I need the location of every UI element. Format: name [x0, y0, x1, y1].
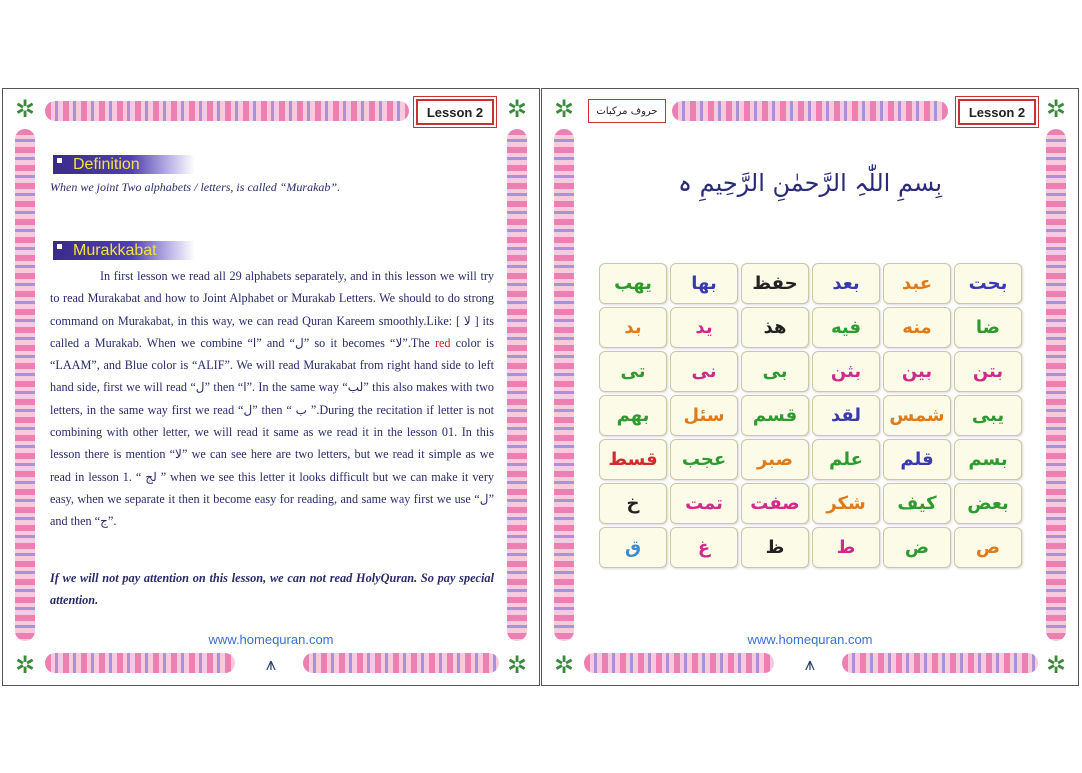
letter-card: صبر [741, 439, 809, 480]
letter-card: منه [883, 307, 951, 348]
body-part-2: color is “LAAM”, and Blue color is “ALIF”. We will read Murakabat from right hand side to left hand side, first we will read “ل” then “ا”. In the same way “لب” this also makes with two letters, in the same way first we read “ل” then “ ب ”.During the recitation if letter is not combining with other letter, we will read it same as we read it in the lesson 01. In this lesson there is mention “لا” we can see here are two letters, but we read it simple as we read in lesson 1. “ لج ” when we see this letter it looks difficult but we can make it very easy, when we separate it then it become easy for reading, and same way first we use “ل” and then “ج”. [50, 335, 495, 529]
lesson-badge [416, 99, 494, 125]
murakkabat-heading [53, 241, 195, 260]
bottom-border-ornament-left [584, 653, 774, 673]
letter-card: سئل [670, 395, 738, 436]
letter-card: بی [741, 351, 809, 392]
left-border-ornament [15, 129, 35, 641]
corner-ornament-icon: ✲ [553, 651, 575, 679]
corner-ornament-icon: ✲ [1045, 651, 1067, 679]
letter-card: تی [599, 351, 667, 392]
letter-card: ق [599, 527, 667, 568]
letter-card: بعد [812, 263, 880, 304]
corner-ornament-icon: ✲ [1045, 95, 1067, 123]
letter-card: عبد [883, 263, 951, 304]
corner-ornament-icon: ✲ [506, 95, 528, 123]
body-red-word: red [434, 335, 451, 350]
letter-card: تمت [670, 483, 738, 524]
letter-card: یهب [599, 263, 667, 304]
lesson-label: Lesson 2 [426, 104, 484, 120]
letter-card: فیه [812, 307, 880, 348]
letter-card: قسط [599, 439, 667, 480]
corner-ornament-icon: ✲ [14, 651, 36, 679]
warning-text: If we will not pay attention on this lesson, we can not read HolyQuran. So pay special attention. [50, 571, 494, 607]
letter-card: بسم [954, 439, 1022, 480]
letter-card: بهم [599, 395, 667, 436]
bottom-border-ornament-right [303, 653, 499, 673]
letter-card: ضا [954, 307, 1022, 348]
letter-card: بعض [954, 483, 1022, 524]
letter-card: ید [670, 307, 738, 348]
letter-card: کیف [883, 483, 951, 524]
letter-card: عجب [670, 439, 738, 480]
letter-card: علم [812, 439, 880, 480]
letter-card: ص [954, 527, 1022, 568]
quran-stand-icon: ⩚ [265, 654, 277, 675]
definition-heading [53, 155, 195, 174]
letter-card: بها [670, 263, 738, 304]
letter-card: ط [812, 527, 880, 568]
lesson-label: Lesson 2 [968, 104, 1026, 120]
corner-ornament-icon: ✲ [14, 95, 36, 123]
murakkabat-heading-text: Murakkabat [73, 242, 157, 259]
letter-card: غ [670, 527, 738, 568]
corner-ornament-icon: ✲ [553, 95, 575, 123]
letter-card: نی [670, 351, 738, 392]
website-link[interactable]: www.homequran.com [747, 632, 873, 647]
definition-heading-text: Definition [73, 156, 140, 173]
letter-card: لقد [812, 395, 880, 436]
top-border-ornament [672, 101, 948, 121]
lesson-body-text [50, 265, 494, 533]
letter-card: ض [883, 527, 951, 568]
corner-ornament-icon: ✲ [506, 651, 528, 679]
left-border-ornament [554, 129, 574, 641]
bottom-border-ornament-left [45, 653, 235, 673]
website-link[interactable]: www.homequran.com [208, 632, 334, 647]
letter-card: قسم [741, 395, 809, 436]
letter-card: حفظ [741, 263, 809, 304]
bullet-icon [57, 244, 62, 249]
left-page [2, 88, 540, 686]
lesson-badge [958, 99, 1036, 125]
letter-card: هذ [741, 307, 809, 348]
right-border-ornament [1046, 129, 1066, 641]
bullet-icon [57, 158, 62, 163]
definition-text: When we joint Two alphabets / letters, is called “Murakab”. [50, 180, 341, 194]
letter-card: بحت [954, 263, 1022, 304]
letter-card: قلم [883, 439, 951, 480]
letter-card: خ [599, 483, 667, 524]
letter-card: یبی [954, 395, 1022, 436]
quran-stand-icon: ⩚ [804, 654, 816, 675]
body-part-1: In first lesson we read all 29 alphabets separately, and in this lesson we will try to read Murakabat and how to Joint Alphabet or Murakab Letters. We should to do strong command on Murakabat, in this way, we can read Quran Kareem smoothly.Like: [ لا ] its called a Murakab. When we combine “ا” and “ل” so it becomes “لا”.The [50, 269, 494, 350]
urdu-title: حروف مرکبات [596, 105, 658, 117]
bismillah-text: بِسمِ اللّٰہِ الرَّحمٰنِ الرَّحِیمِ ہ [677, 169, 943, 197]
murakkabat-grid [598, 263, 1022, 568]
right-border-ornament [507, 129, 527, 641]
letter-card: بین [883, 351, 951, 392]
letter-card: بثن [812, 351, 880, 392]
right-page [541, 88, 1079, 686]
letter-card: بد [599, 307, 667, 348]
letter-card: صفت [741, 483, 809, 524]
letter-card: شمس [883, 395, 951, 436]
letter-card: بتن [954, 351, 1022, 392]
bottom-border-ornament-right [842, 653, 1038, 673]
letter-card: شکر [812, 483, 880, 524]
letter-card: ظ [741, 527, 809, 568]
top-border-ornament [45, 101, 409, 121]
urdu-title-badge [588, 99, 666, 123]
